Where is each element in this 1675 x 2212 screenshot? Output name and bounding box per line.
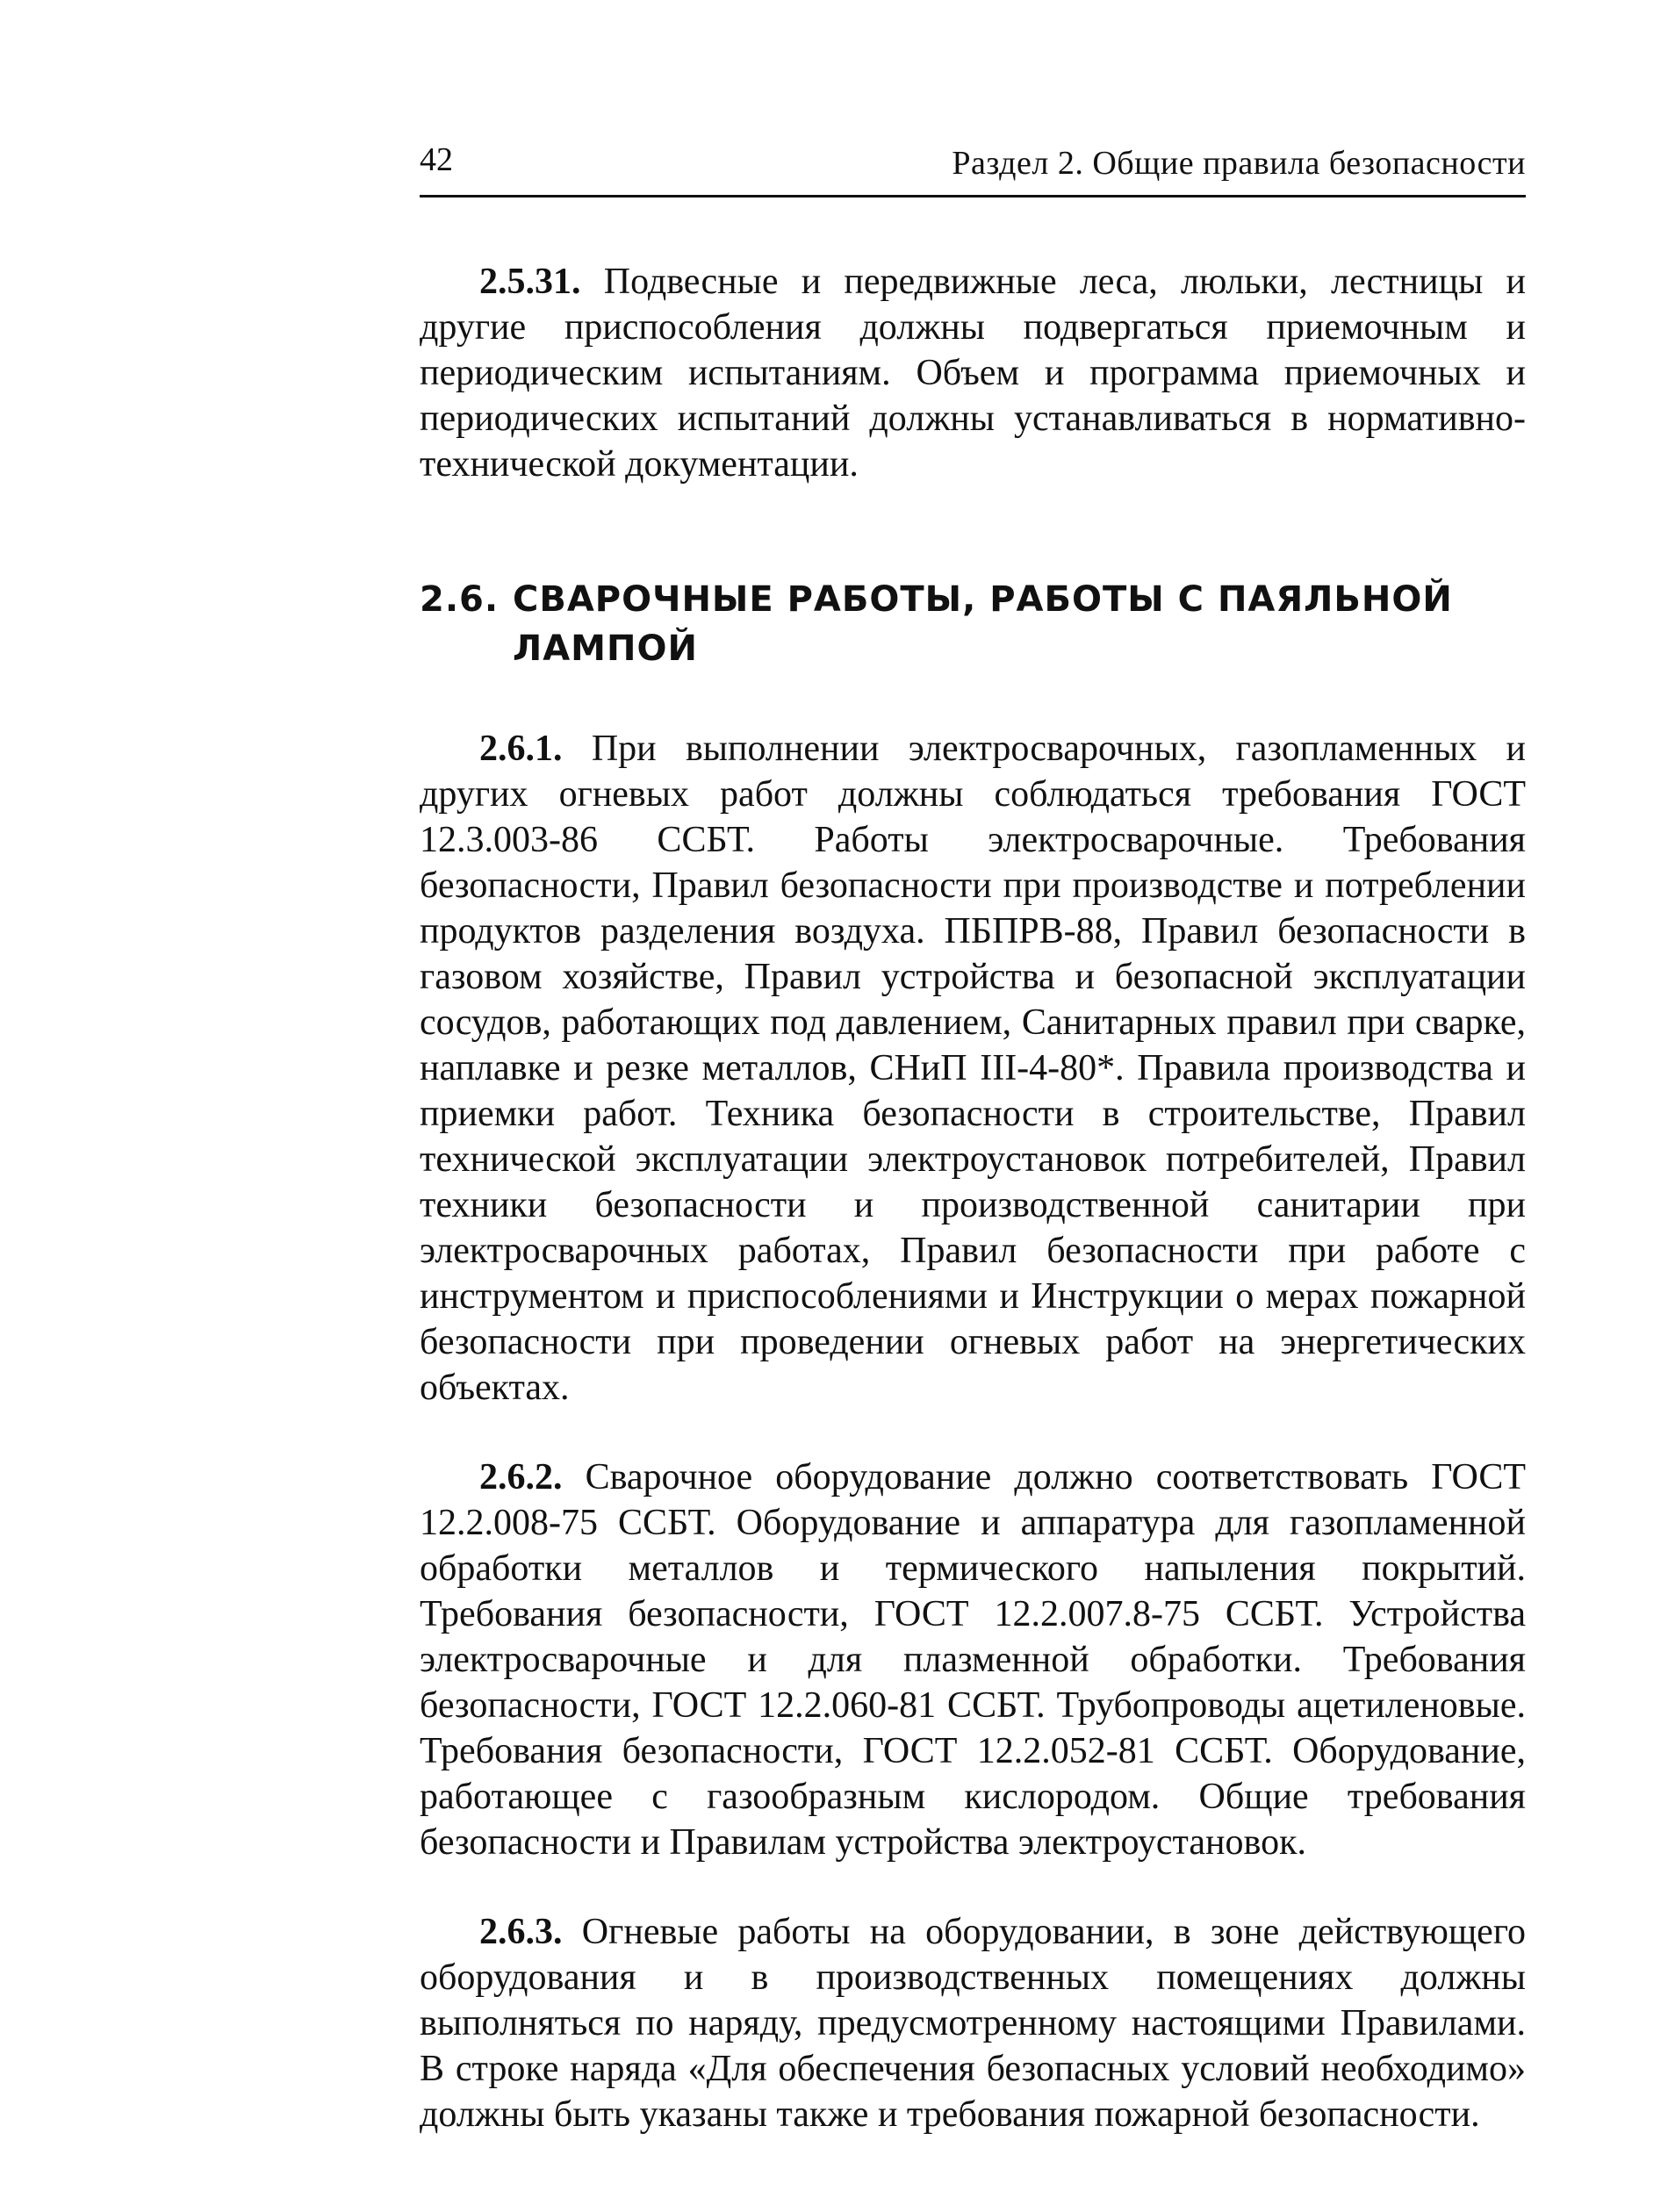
paragraph-2-6-3 <box>420 1909 1526 2137</box>
section-number: 2.6. <box>420 579 500 620</box>
section-heading-2-6 <box>420 575 1526 673</box>
paragraph-2-6-2 <box>420 1454 1526 1865</box>
section-title: СВАРОЧНЫЕ РАБОТЫ, РАБОТЫ С ПАЯЛЬНОЙ ЛАМПОЙ <box>513 579 1453 669</box>
paragraph-number: 2.5.31. <box>479 262 581 302</box>
paragraph-text: Огневые работы на оборудовании, в зоне действующего оборудования и в производственных помещениях должны выполняться по наряду, предусмотренному настоящими Правилами. В строке наряда «Для обеспечения безопасных условий необходимо» должны быть указаны также и требования пожарной безопасности. <box>420 1912 1527 2135</box>
paragraph-text: При выполнении электросварочных, газопламенных и других огневых работ должны соблюдаться требования ГОСТ 12.3.003-86 ССБТ. Работы электросварочные. Требования безопасности, Правил безопасности при производстве и потреблении продуктов разделения воздуха. ПБПРВ-88, Правил безопасности в газовом хозяйстве, Правил устройства и безопасной эксплуатации сосудов, работающих под давлением, Санитарных правил при сварке, наплавке и резке металлов, СНиП III-4-80*. Правила производства и приемки работ. Техника безопасности в строительстве, Правил технической эксплуатации электроустановок потребителей, Правил техники безопасности и производственной санитарии при электросварочных работах, Правил безопасности при работе с инструментом и приспособлениями и Инструкции о мерах пожарной безопасности при проведении огневых работ на энергетических объектах. <box>420 729 1526 1408</box>
paragraph-2-6-1 <box>420 726 1526 1411</box>
paragraph-text: Подвесные и передвижные леса, люльки, лестницы и другие приспособления должны подвергаться приемочным и периодическим испытаниям. Объем и программа приемочных и периодических испытаний должны устанавливаться в нормативно-технической документации. <box>420 262 1527 485</box>
page-number: 42 <box>420 141 453 178</box>
document-page <box>420 140 1526 2137</box>
paragraph-number: 2.6.1. <box>479 729 563 769</box>
running-title: Раздел 2. Общие правила безопасности <box>952 145 1526 182</box>
paragraph-number: 2.6.2. <box>479 1457 563 1497</box>
paragraph-text: Сварочное оборудование должно соответствовать ГОСТ 12.2.008-75 ССБТ. Оборудование и аппаратура для газопламенной обработки металлов и термического напыления покрытий. Требования безопасности, ГОСТ 12.2.007.8-75 ССБТ. Устройства электросварочные и для плазменной обработки. Требования безопасности, ГОСТ 12.2.060-81 ССБТ. Трубопроводы ацетиленовые. Требования безопасности, ГОСТ 12.2.052-81 ССБТ. Оборудование, работающее с газообразным кислородом. Общие требования безопасности и Правилам устройства электроустановок. <box>420 1457 1527 1863</box>
page-header <box>420 140 1526 198</box>
paragraph-2-5-31 <box>420 259 1526 487</box>
paragraph-number: 2.6.3. <box>479 1912 563 1952</box>
